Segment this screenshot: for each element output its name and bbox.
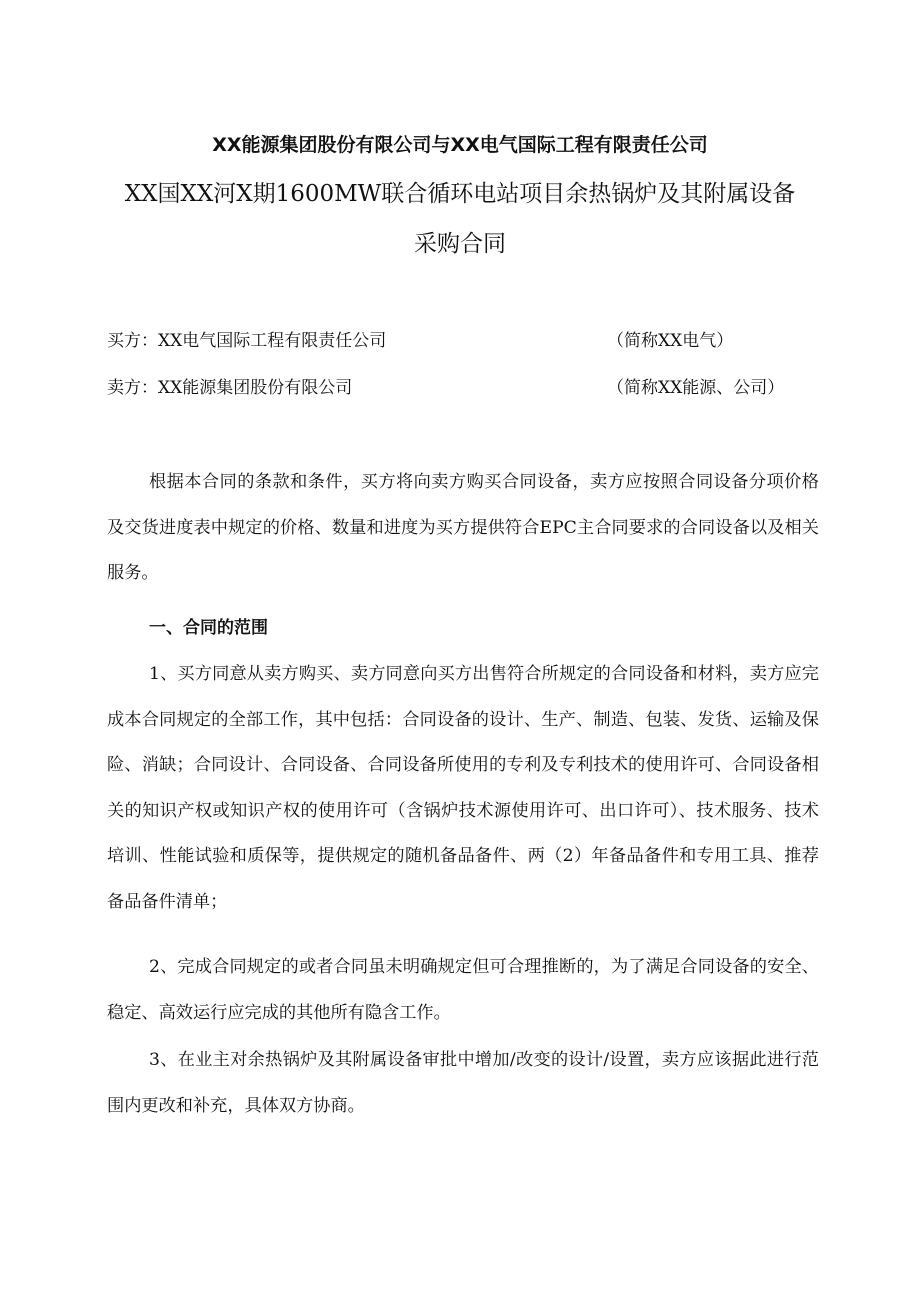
section-heading-scope: 一、合同的范围 [149, 618, 268, 638]
buyer-name: 买方：XX电气国际工程有限责任公司 [107, 331, 387, 351]
intro-paragraph: 根据本合同的条款和条件，买方将向卖方购买合同设备，卖方应按照合同设备分项价格及交货进度表中规定的价格、数量和进度为买方提供符合EPC主合同要求的合同设备以及相关服务。 [107, 472, 819, 583]
contract-subtitle: 采购合同 [414, 231, 506, 257]
clause-3: 3、在业主对余热锅炉及其附属设备审批中增加/改变的设计/设置，卖方应该据此进行范围内更改和补充，具体双方协商。 [107, 1050, 819, 1116]
buyer-abbreviation: （简称XX电气） [607, 331, 734, 351]
clause-2: 2、完成合同规定的或者合同虽未明确规定但可合理推断的，为了满足合同设备的安全、稳定、高效运行应完成的其他所有隐含工作。 [107, 957, 819, 1023]
contract-title: XX国XX河X期1600MW联合循环电站项目余热锅炉及其附属设备 [124, 181, 796, 207]
company-title: XX能源集团股份有限公司与XX电气国际工程有限责任公司 [212, 134, 708, 156]
buyer-line [107, 326, 827, 356]
clause-1: 1、买方同意从卖方购买、卖方同意向买方出售符合所规定的合同设备和材料，卖方应完成本合同规定的全部工作，其中包括：合同设备的设计、生产、制造、包装、发货、运输及保险、消缺；合同设计、合同设备、合同设备所使用的专利及专利技术的使用许可、合同设备相关的知识产权或知识产权的使用许可（含锅炉技术源使用许可、出口许可）、技术服务、技术培训、性能试验和质保等，提供规定的随机备品备件、两（2）年备品备件和专用工具、推荐备品备件清单； [107, 664, 819, 912]
seller-abbreviation: （简称XX能源、公司） [607, 378, 785, 398]
seller-name: 卖方：XX能源集团股份有限公司 [107, 378, 353, 398]
seller-line [107, 373, 827, 403]
